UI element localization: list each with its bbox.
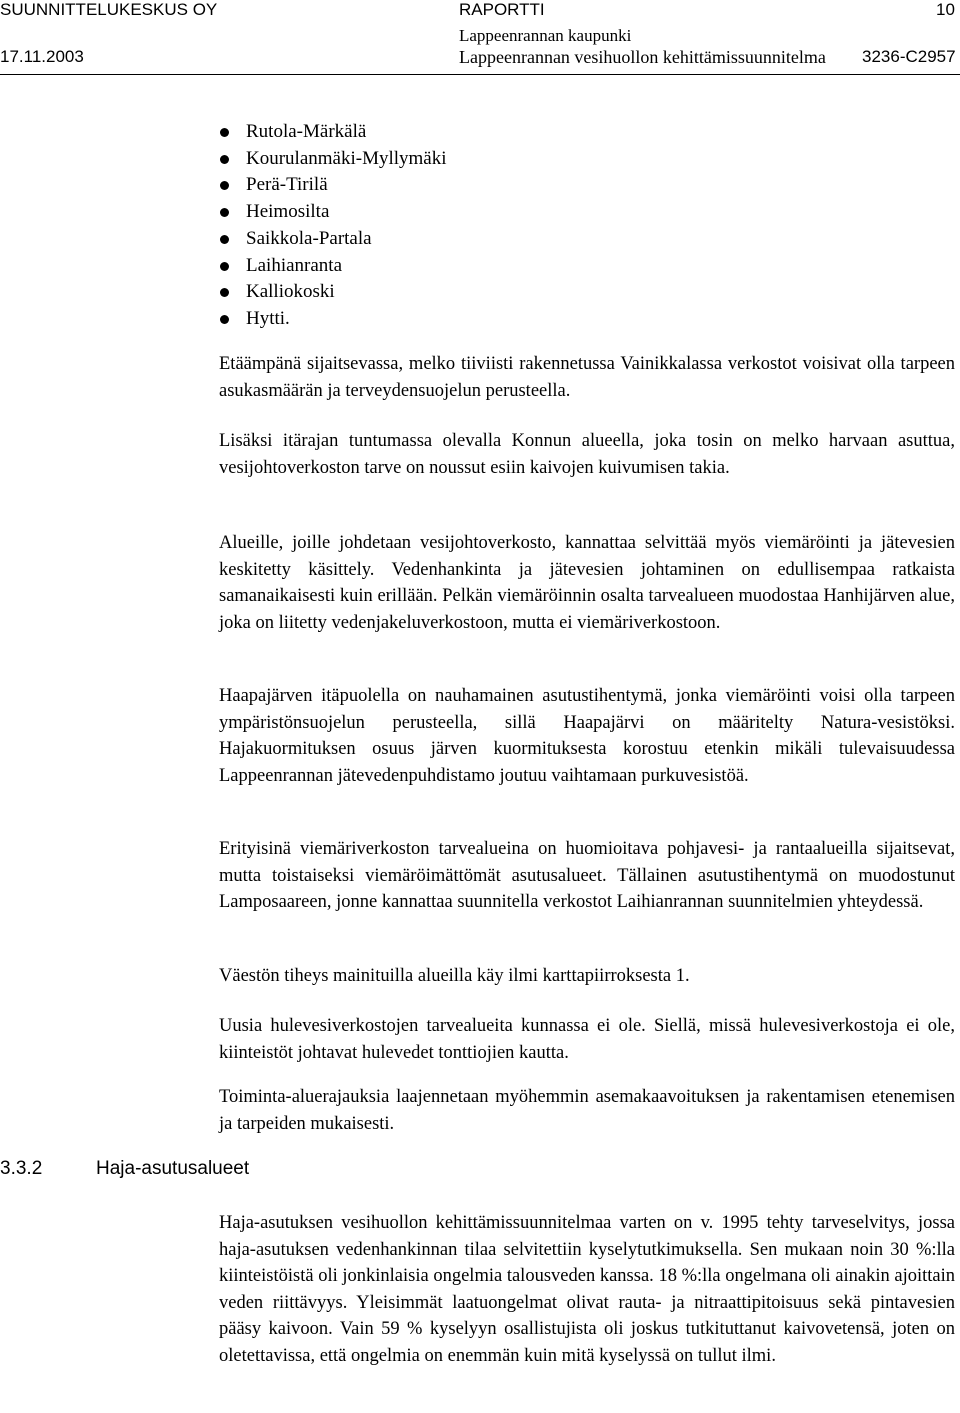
page-number: 10 bbox=[936, 0, 955, 19]
project-code: 3236-C2957 bbox=[862, 47, 956, 66]
area-list bbox=[218, 119, 447, 333]
paragraph-vainikkala: Etäämpänä sijaitsevassa, melko tiiviisti rakennetussa Vainikkalassa verkostot voisivat olla tarpeen asukasmäärän ja terveydensuojelun perusteella. bbox=[219, 354, 955, 401]
list-item: Kalliokoski bbox=[218, 279, 447, 306]
list-item: Perä-Tirilä bbox=[218, 172, 447, 199]
paragraph-haapajarvi: Haapajärven itäpuolella on nauhamainen asutustihentymä, jonka viemäröinti voisi olla tarpeen ympäristönsuojelun perusteella, sillä Haapajärvi on määritelty Natura-vesistöksi. Hajakuormituksen osuus järven kuormituksesta korostuu etenkin mikäli tulevaisuudessa Lappeenrannan jätevedenpuhdistamo joutuu vaihtamaan purkuvesistöä. bbox=[219, 686, 955, 786]
list-item: Kourulanmäki-Myllymäki bbox=[218, 146, 447, 173]
section-heading bbox=[0, 1158, 249, 1180]
paragraph-konnu: Lisäksi itärajan tuntumassa olevalla Konnun alueella, joka tosin on melko harvaan asuttua, vesijohtoverkoston tarve on noussut esiin kaivojen kuivumisen takia. bbox=[219, 431, 955, 478]
list-item: Heimosilta bbox=[218, 199, 447, 226]
list-item: Laihianranta bbox=[218, 253, 447, 280]
section-number: 3.3.2 bbox=[0, 1158, 43, 1179]
section-title: Haja-asutusalueet bbox=[96, 1158, 250, 1179]
paragraph-vaeston-tiheys: Väestön tiheys mainituilla alueilla käy ilmi karttapiirroksesta 1. bbox=[219, 966, 690, 986]
document-date: 17.11.2003 bbox=[0, 47, 84, 66]
paragraph-haja-asutus: Haja-asutuksen vesihuollon kehittämissuunnitelmaa varten on v. 1995 tehty tarveselvitys, jossa haja-asutuksen vedenhankinnan tilaa selvitettiin kyselytutkimuksella. Sen mukaan noin 30 %:lla kiinteistöistä oli jonkinlaisia ongelmia talousveden kanssa. 18 %:lla ongelmana oli ainakin ajoittain veden riittävyys. Yleisimmät laatuongelmat olivat rauta- ja nitraattipitoisuus sekä pintavesien pääsy kaivoon. Vain 59 % kyselyyn osallistujista oli joskus tutkituttanut kaivovetensä, joten on oletettavissa, että ongelmia on enemmän kuin mitä kyselyssä on tullut ilmi. bbox=[219, 1213, 955, 1366]
paragraph-viemarointi: Alueille, joille johdetaan vesijohtoverkosto, kannattaa selvittää myös viemäröinti ja jätevesien keskitetty käsittely. Vedenhankinta ja jätevesien johtaminen on edullisempaa ratkaista samanaikaisesti kuin erillään. Pelkän viemäröinnin osalta tarvealueen muodostaa Hanhijärven alue, joka on liitetty vedenjakeluverkostoon, mutta ei viemäriverkostoon. bbox=[219, 533, 955, 633]
document-type: RAPORTTI bbox=[459, 0, 545, 19]
project-title: Lappeenrannan vesihuollon kehittämissuunnitelma bbox=[459, 47, 826, 67]
company-name: SUUNNITTELUKESKUS OY bbox=[0, 0, 218, 19]
header-divider bbox=[0, 74, 960, 75]
paragraph-toiminta-alue: Toiminta-aluerajauksia laajennetaan myöhemmin asemakaavoituksen ja rakentamisen etenemisen ja tarpeiden mukaisesti. bbox=[219, 1087, 955, 1134]
list-item: Rutola-Märkälä bbox=[218, 119, 447, 146]
paragraph-hulevesi: Uusia hulevesiverkostojen tarvealueita kunnassa ei ole. Siellä, missä hulevesiverkostoja ei ole, kiinteistöt johtavat hulevedet tonttiojien kautta. bbox=[219, 1016, 955, 1063]
list-item: Saikkola-Partala bbox=[218, 226, 447, 253]
client-name: Lappeenrannan kaupunki bbox=[459, 26, 632, 45]
paragraph-erityisina: Erityisinä viemäriverkoston tarvealueina on huomioitava pohjavesi- ja rantaalueilla sijaitsevat, mutta toistaiseksi viemäröimättömät asutusalueet. Tällainen asutustihentymä on muodostunut Lamposaareen, jonne kannattaa suunnitella verkostot Laihianrannan suunnitelmien yhteydessä. bbox=[219, 839, 955, 912]
list-item: Hytti. bbox=[218, 306, 447, 333]
